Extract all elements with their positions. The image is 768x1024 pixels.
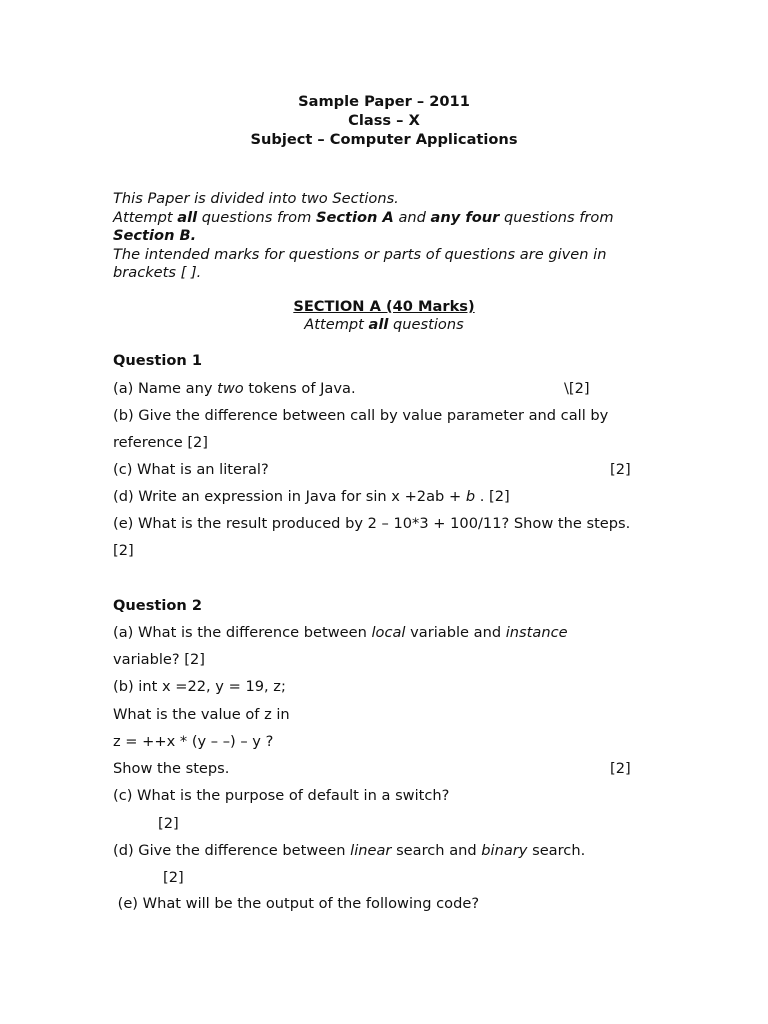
instruction-line-4: The intended marks for questions or parts of questions are given in (113, 245, 607, 263)
section-subtitle (0, 316, 768, 334)
question-text: . [2] (475, 488, 510, 505)
question-emphasis: linear (350, 842, 392, 859)
instruction-line-3 (113, 227, 653, 246)
question-2d (113, 842, 585, 860)
question-2a-line-1 (113, 624, 568, 642)
question-2b-line-2: What is the value of z in (113, 706, 290, 723)
question-2b-line-1: (b) int x =22, y = 19, z; (113, 678, 286, 695)
question-2b-marks: [2] (610, 760, 631, 777)
question-1e-line-2: [2] (113, 542, 134, 559)
question-emphasis: two (217, 380, 244, 397)
question-2c: (c) What is the purpose of default in a switch? (113, 787, 450, 804)
question-2a-line-2: variable? [2] (113, 651, 205, 668)
instruction-text: and (393, 208, 431, 226)
section-subtitle-text: Attempt (304, 316, 369, 333)
instruction-line-5: brackets [ ]. (113, 264, 202, 281)
question-text: search. (527, 842, 586, 859)
instruction-text: questions from (197, 208, 316, 226)
question-emphasis: binary (481, 842, 528, 859)
instruction-emphasis: all (177, 208, 198, 226)
question-1d (113, 488, 510, 506)
question-2e: (e) What will be the output of the following code? (113, 895, 480, 912)
instruction-emphasis: Section B. (113, 227, 197, 244)
instruction-emphasis: Section A (315, 208, 394, 226)
question-2b-line-3: z = ++x * (y – –) – y ? (113, 733, 274, 750)
question-emphasis: b (465, 488, 476, 505)
question-text: tokens of Java. (243, 380, 356, 397)
paper-title: Sample Paper – 2011 (298, 93, 470, 110)
question-emphasis: instance (505, 624, 568, 641)
question-text: (d) Give the difference between (113, 842, 351, 859)
question-1e-line-1: (e) What is the result produced by 2 – 10*3 + 100/11? Show the steps. (113, 515, 631, 532)
question-1b-line-2: reference [2] (113, 434, 208, 451)
question-1b-line-1: (b) Give the difference between call by value parameter and call by (113, 407, 609, 424)
question-1c: (c) What is an literal? (113, 461, 269, 478)
question-text: variable and (405, 624, 506, 641)
section-a-heading (0, 298, 768, 334)
instruction-line-1: This Paper is divided into two Sections. (113, 190, 399, 207)
question-2d-marks: [2] (163, 869, 184, 886)
question-text: (d) Write an expression in Java for sin x +2ab + (113, 488, 466, 505)
question-text: (a) Name any (113, 380, 218, 397)
instruction-emphasis: any four (430, 208, 500, 226)
question-1-heading: Question 1 (113, 352, 203, 369)
question-text: search and (391, 842, 482, 859)
section-title: SECTION A (40 Marks) (293, 298, 475, 315)
question-2-heading: Question 2 (113, 597, 203, 614)
instruction-line-2 (113, 209, 653, 228)
paper-class: Class – X (348, 112, 420, 129)
paper-subject: Subject – Computer Applications (250, 131, 518, 148)
section-subtitle-emphasis: all (368, 316, 389, 333)
paper-instructions (113, 190, 653, 283)
instruction-text: Attempt (113, 208, 178, 226)
question-text: (a) What is the difference between (113, 624, 372, 641)
section-subtitle-text: questions (388, 316, 464, 333)
question-1a (113, 380, 356, 398)
question-2b-line-4: Show the steps. (113, 760, 230, 777)
instruction-text: questions from (499, 208, 614, 226)
question-emphasis: local (371, 624, 406, 641)
paper-header (0, 92, 768, 149)
question-1c-marks: [2] (610, 461, 631, 478)
question-1a-marks: \[2] (564, 380, 590, 397)
question-2c-marks: [2] (158, 815, 179, 832)
